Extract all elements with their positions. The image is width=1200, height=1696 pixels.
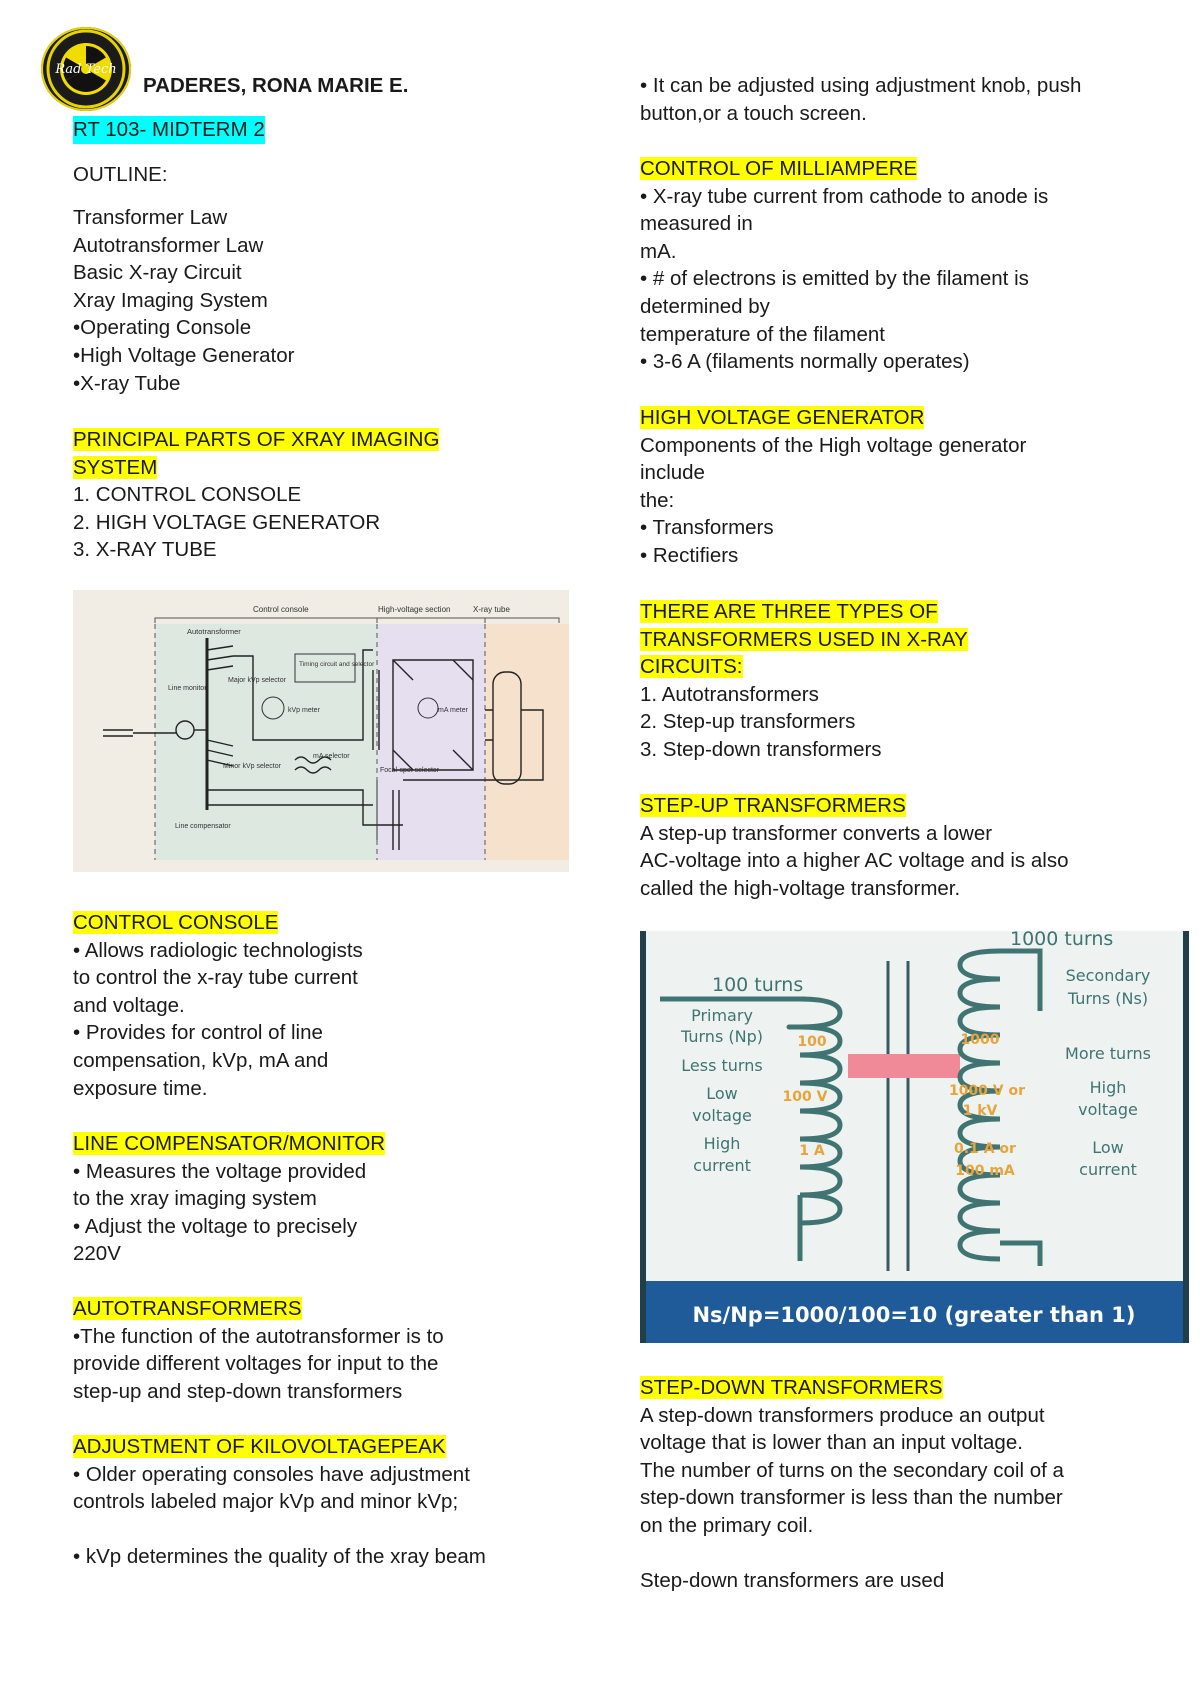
list-item: Transformer Law [73, 206, 228, 229]
secondary-turns-label: 1000 turns [1010, 931, 1114, 950]
outline-heading: OUTLINE: [73, 163, 168, 186]
diagram-label: Major kVp selector [228, 677, 286, 684]
body-line: • It can be adjusted using adjustment knob, push [640, 74, 1082, 97]
diagram-label: Low [706, 1084, 738, 1103]
diagram-label: Line monitor [168, 685, 207, 692]
list-item: 2. HIGH VOLTAGE GENERATOR [73, 510, 381, 534]
body-line: • Allows radiologic technologists [73, 938, 363, 962]
diagram-value: 1 A [799, 1143, 825, 1159]
diagram-label: Control console [253, 605, 309, 614]
diagram-value: 100 V [782, 1089, 828, 1105]
body-line: include [640, 461, 705, 485]
section-heading: CONTROL OF MILLIAMPERE [640, 157, 918, 180]
section-heading: STEP-DOWN TRANSFORMERS [640, 1376, 943, 1399]
school-logo [41, 27, 131, 111]
diagram-label: Primary [691, 1006, 753, 1025]
list-item: 3. Step-down transformers [640, 737, 882, 761]
section-heading: STEP-UP TRANSFORMERS [640, 794, 906, 817]
list-item: Autotransformer Law [73, 233, 264, 257]
body-line: step-down transformer is less than the number [640, 1486, 1063, 1510]
body-line: called the high-voltage transformer. [640, 876, 961, 900]
step-up-transformer-diagram [640, 931, 1189, 1343]
section-heading: PRINCIPAL PARTS OF XRAY IMAGING [73, 428, 440, 451]
logo-text: Rad Tech [55, 62, 117, 77]
body-line: the: [640, 488, 675, 512]
section-heading: AUTOTRANSFORMERS [73, 1297, 302, 1320]
milliampere-section [640, 155, 1048, 376]
body-line [640, 1540, 1064, 1568]
diagram-label: mA selector [313, 753, 350, 760]
diagram-value: 100 mA [955, 1163, 1015, 1179]
primary-turns-label: 100 turns [712, 974, 804, 996]
student-name: PADERES, RONA MARIE E. [143, 74, 409, 97]
body-line: • Rectifiers [640, 543, 739, 567]
diagram-label: Timing circuit and selector [299, 661, 375, 668]
body-line: The number of turns on the secondary coil of a [640, 1458, 1064, 1482]
radiation-logo-icon [41, 27, 131, 111]
body-line [73, 1516, 486, 1544]
list-item: 1. Autotransformers [640, 682, 819, 706]
section-heading: HIGH VOLTAGE GENERATOR [640, 406, 925, 429]
section-heading: SYSTEM [73, 455, 158, 479]
body-line: to the xray imaging system [73, 1187, 317, 1211]
diagram-value: 1 kV [962, 1103, 998, 1119]
body-line: AC-voltage into a higher AC voltage and is also [640, 849, 1069, 873]
list-item: Xray Imaging System [73, 288, 268, 312]
body-line: temperature of the filament [640, 322, 885, 346]
body-line: Components of the High voltage generator [640, 433, 1027, 457]
body-line: determined by [640, 294, 770, 318]
list-item: 3. X-RAY TUBE [73, 538, 217, 562]
line-compensator-section [73, 1130, 385, 1268]
diagram-value: 100 [797, 1034, 827, 1050]
body-line: on the primary coil. [640, 1513, 814, 1537]
body-line: to control the x-ray tube current [73, 966, 358, 990]
section-heading: ADJUSTMENT OF KILOVOLTAGEPEAK [73, 1435, 446, 1458]
list-item: •High Voltage Generator [73, 343, 295, 367]
diagram-label: Focal-spot selector [380, 767, 440, 774]
diagram-value: 1000 V or [948, 1083, 1026, 1099]
autotransformers-section [73, 1295, 444, 1405]
body-line: • Older operating consoles have adjustment [73, 1462, 470, 1486]
formula-text: Ns/Np=1000/100=10 (greater than 1) [692, 1303, 1136, 1327]
kvp-continued [640, 72, 1081, 127]
body-line: step-up and step-down transformers [73, 1379, 403, 1403]
transformer-core [848, 1054, 960, 1078]
outline-list [73, 204, 294, 397]
principal-parts-section [73, 426, 439, 564]
diagram-label: High [703, 1134, 741, 1153]
body-line: 220V [73, 1242, 121, 1266]
step-up-section [640, 792, 1068, 902]
diagram-label: current [693, 1156, 751, 1175]
diagram-label: voltage [692, 1106, 752, 1125]
diagram-label: Turns (Ns) [1067, 989, 1149, 1008]
diagram-label: Minor kVp selector [223, 763, 281, 770]
body-line: • Adjust the voltage to precisely [73, 1214, 358, 1238]
body-line: Step-down transformers are used [640, 1569, 945, 1593]
diagram-label: More turns [1065, 1044, 1151, 1063]
list-item: Basic X-ray Circuit [73, 261, 242, 285]
diagram-label: Autotransformer [187, 627, 241, 636]
diagram-label: High [1089, 1078, 1127, 1097]
section-heading: LINE COMPENSATOR/MONITOR [73, 1132, 386, 1155]
diagram-value: 0.1 A or [954, 1141, 1016, 1157]
diagram-label: Secondary [1065, 966, 1151, 985]
list-item: 2. Step-up transformers [640, 710, 856, 734]
list-item: 1. CONTROL CONSOLE [73, 483, 302, 507]
diagram-label: mA meter [438, 707, 468, 714]
diagram-label: current [1079, 1160, 1137, 1179]
section-heading: CONTROL CONSOLE [73, 911, 279, 934]
section-heading: THERE ARE THREE TYPES OF [640, 600, 938, 623]
section-heading: TRANSFORMERS USED IN X-RAY [640, 627, 968, 651]
body-line: mA. [640, 239, 677, 263]
list-item: •X-ray Tube [73, 371, 181, 395]
body-line: provide different voltages for input to the [73, 1352, 439, 1376]
transformer-types-section [640, 598, 968, 764]
control-console-section [73, 909, 363, 1102]
diagram-label: Turns (Np) [681, 1027, 763, 1046]
diagram-value: 1000 [960, 1032, 1000, 1048]
body-line: A step-up transformer converts a lower [640, 821, 993, 845]
body-line: controls labeled major kVp and minor kVp; [73, 1490, 459, 1514]
body-line: • # of electrons is emitted by the filament is [640, 267, 1029, 291]
step-down-section [640, 1374, 1064, 1595]
body-line: voltage that is lower than an input voltage. [640, 1431, 1023, 1455]
diagram-label: Less turns [681, 1056, 763, 1075]
body-line: • Provides for control of line [73, 1021, 323, 1045]
body-line: A step-down transformers produce an output [640, 1403, 1045, 1427]
body-line: •The function of the autotransformer is to [73, 1324, 444, 1348]
diagram-label: Low [1092, 1138, 1124, 1157]
section-heading: CIRCUITS: [640, 655, 743, 679]
body-line: button,or a touch screen. [640, 101, 867, 125]
diagram-label: voltage [1078, 1100, 1138, 1119]
body-line: • X-ray tube current from cathode to anode is [640, 184, 1049, 208]
body-line: and voltage. [73, 993, 185, 1017]
xray-circuit-diagram [73, 590, 569, 872]
body-line: • kVp determines the quality of the xray beam [73, 1545, 486, 1569]
hv-generator-section [640, 404, 1026, 570]
diagram-label: kVp meter [288, 707, 320, 714]
diagram-label: High-voltage section [378, 605, 451, 614]
body-line: • Transformers [640, 516, 774, 540]
course-tag: RT 103- MIDTERM 2 [73, 116, 265, 144]
list-item: •Operating Console [73, 316, 252, 340]
body-line: exposure time. [73, 1076, 208, 1100]
body-line: measured in [640, 212, 753, 236]
diagram-label: X-ray tube [473, 605, 510, 614]
kvp-adjustment-section [73, 1433, 486, 1571]
body-line: • 3-6 A (filaments normally operates) [640, 350, 970, 374]
body-line: compensation, kVp, mA and [73, 1048, 329, 1072]
diagram-label: Line compensator [175, 823, 231, 830]
body-line: • Measures the voltage provided [73, 1159, 367, 1183]
